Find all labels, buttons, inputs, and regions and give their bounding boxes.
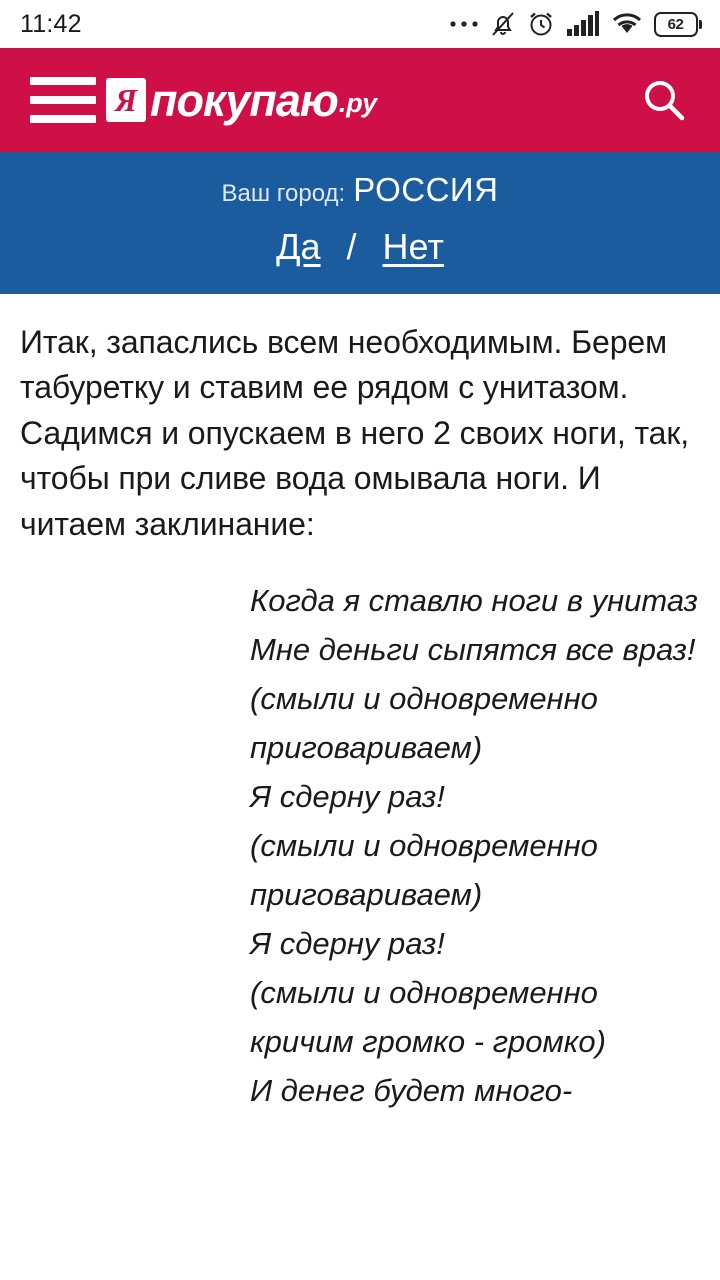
city-choice-separator: / bbox=[346, 225, 357, 267]
status-clock: 11:42 bbox=[20, 9, 82, 38]
quote-line: Я сдерну раз! bbox=[250, 925, 445, 961]
site-header bbox=[0, 48, 720, 152]
city-confirm-yes[interactable]: Да bbox=[276, 225, 321, 267]
quote-line: (смыли и одновременно приговариваем) bbox=[250, 680, 598, 765]
city-confirmation-bar bbox=[0, 152, 720, 294]
hamburger-menu-icon[interactable] bbox=[30, 77, 96, 123]
more-dots-icon bbox=[449, 19, 479, 29]
quote-line: (смыли и одновременно кричим громко - громко) bbox=[250, 974, 606, 1059]
logo-suffix: .ру bbox=[338, 87, 378, 118]
alarm-icon bbox=[527, 10, 555, 38]
quote-line: (смыли и одновременно приговариваем) bbox=[250, 827, 598, 912]
article-incantation-quote bbox=[20, 577, 700, 1116]
signal-icon bbox=[566, 11, 600, 37]
city-choice bbox=[0, 226, 720, 268]
site-logo[interactable] bbox=[106, 74, 636, 126]
city-label: Ваш город: bbox=[221, 180, 346, 207]
wifi-icon bbox=[611, 11, 643, 37]
status-icons bbox=[449, 10, 703, 38]
search-icon[interactable] bbox=[636, 72, 692, 128]
article-body bbox=[0, 294, 720, 1116]
battery-indicator bbox=[654, 12, 703, 37]
battery-cap bbox=[699, 20, 702, 29]
city-line bbox=[0, 170, 720, 210]
quote-line: Когда я ставлю ноги в унитаз bbox=[250, 582, 698, 618]
quote-line: Мне деньги сыпятся все враз! bbox=[250, 631, 696, 667]
logo-mark: Я bbox=[106, 78, 146, 122]
logo-text: покупаю bbox=[150, 74, 338, 126]
quote-line: И денег будет много- bbox=[250, 1072, 573, 1108]
status-bar bbox=[0, 0, 720, 48]
quote-line: Я сдерну раз! bbox=[250, 778, 445, 814]
battery-level: 62 bbox=[654, 12, 698, 37]
city-confirm-no[interactable]: Нет bbox=[382, 225, 444, 267]
notification-off-icon bbox=[490, 10, 516, 38]
city-name: РОССИЯ bbox=[353, 171, 499, 208]
article-intro-paragraph: Итак, запаслись всем необходимым. Берем табуретку и ставим ее рядом с унитазом. Садимся и опускаем в него 2 своих ноги, так, чтобы при сливе вода омывала ноги. И читаем заклинание: bbox=[20, 323, 690, 542]
